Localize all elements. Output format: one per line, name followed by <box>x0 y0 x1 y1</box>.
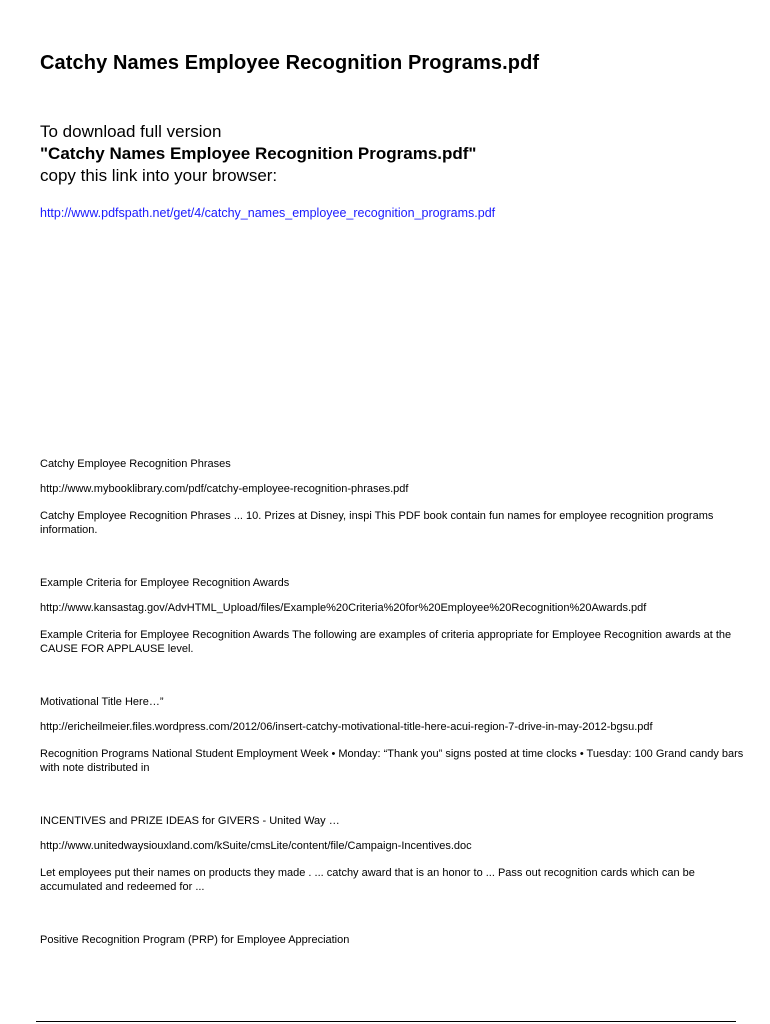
result-item <box>40 814 746 894</box>
result-title: Positive Recognition Program (PRP) for Employee Appreciation <box>40 934 350 946</box>
result-title: INCENTIVES and PRIZE IDEAS for GIVERS - United Way … <box>40 815 340 827</box>
download-link[interactable]: http://www.pdfspath.net/get/4/catchy_names_employee_recognition_programs.pdf <box>40 206 496 220</box>
page-bottom-divider <box>36 1021 736 1022</box>
result-description: Let employees put their names on products they made . ... catchy award that is an honor to ... Pass out recognition cards which can be accumulated and redeemed for ... <box>40 867 695 893</box>
result-item <box>40 933 746 947</box>
result-title: Catchy Employee Recognition Phrases <box>40 458 231 470</box>
result-description: Example Criteria for Employee Recognition Awards The following are examples of criteria appropriate for Employee Recognition awards at the CAUSE FOR APPLAUSE level. <box>40 629 732 655</box>
download-instructions <box>40 121 477 187</box>
result-item <box>40 576 746 656</box>
result-item <box>40 695 746 775</box>
result-description: Catchy Employee Recognition Phrases ... 10. Prizes at Disney, inspi This PDF book contain fun names for employee recognition programs information. <box>40 510 714 536</box>
result-url: http://www.unitedwaysiouxland.com/kSuite/cmsLite/content/file/Campaign-Incentives.doc <box>40 840 472 852</box>
result-url: http://www.kansastag.gov/AdvHTML_Upload/files/Example%20Criteria%20for%20Employee%20Recognition%20Awards.pdf <box>40 602 647 614</box>
result-description: Recognition Programs National Student Employment Week • Monday: “Thank you” signs posted at time clocks • Tuesday: 100 Grand candy bars with note distributed in <box>40 748 744 774</box>
download-copy-instruction: copy this link into your browser: <box>40 166 278 185</box>
result-title: Example Criteria for Employee Recognition Awards <box>40 577 290 589</box>
download-pdf-name: "Catchy Names Employee Recognition Programs.pdf" <box>40 144 477 163</box>
download-intro-text: To download full version <box>40 122 222 141</box>
result-title: Motivational Title Here…” <box>40 696 164 708</box>
result-url: http://www.mybooklibrary.com/pdf/catchy-employee-recognition-phrases.pdf <box>40 483 409 495</box>
result-item <box>40 457 746 537</box>
result-url: http://ericheilmeier.files.wordpress.com/2012/06/insert-catchy-motivational-title-here-acui-region-7-drive-in-may-2012-bgsu.pdf <box>40 721 653 733</box>
document-title: Catchy Names Employee Recognition Programs.pdf <box>40 52 540 74</box>
results-list <box>40 457 746 986</box>
